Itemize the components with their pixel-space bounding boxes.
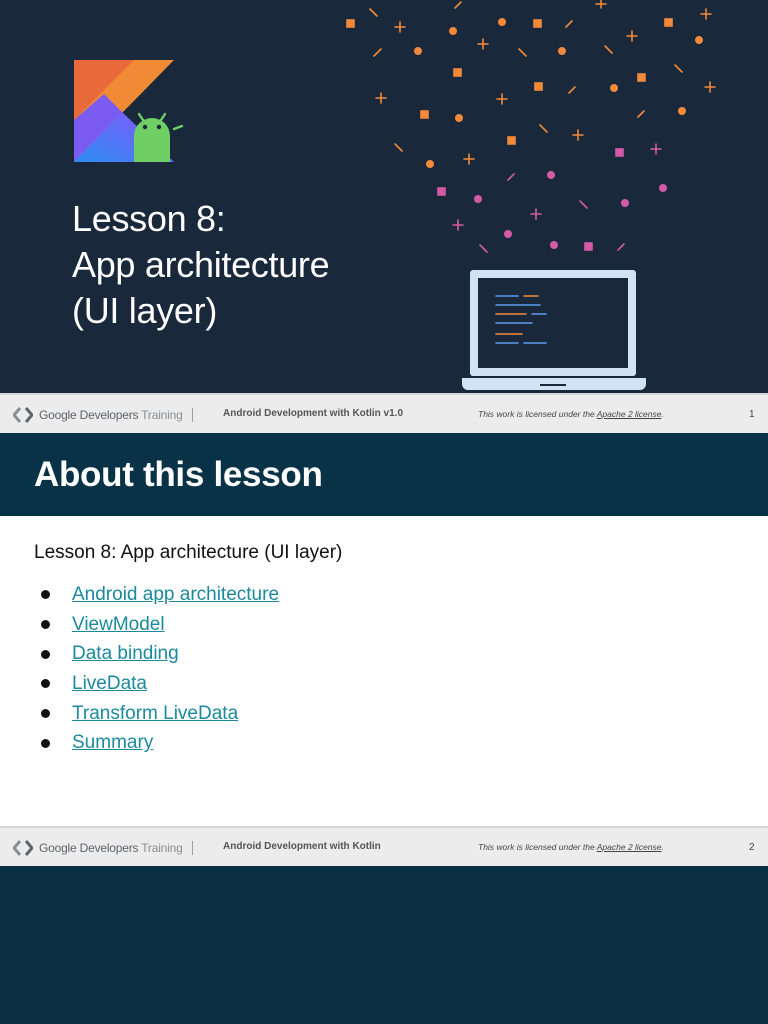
course-name: Android Development with Kotlin v1.0 [223,408,404,419]
brand-suffix: Training [141,408,183,422]
lesson-title-line-2: App architecture [72,244,330,285]
lesson-subtitle: Lesson 8: App architecture (UI layer) [34,542,343,563]
bullet-icon [41,620,50,629]
list-item [34,639,279,669]
list-item [34,669,279,699]
list-item [34,580,279,610]
slide-1-footer [0,393,768,433]
google-developers-training-logo [13,406,193,424]
slide-3-partial [0,866,768,1024]
brand-name: Google Developers [39,841,139,855]
topic-link[interactable]: ViewModel [72,613,165,635]
topic-link[interactable]: LiveData [72,672,147,694]
list-item [34,728,279,758]
footer-divider [192,841,193,855]
page-number: 2 [749,842,755,853]
license-link[interactable]: Apache 2 license [596,409,662,419]
google-developers-training-logo [13,839,193,857]
bullet-icon [41,679,50,688]
topic-link[interactable]: Data binding [72,643,179,665]
slide-2-title: About this lesson [34,455,323,494]
topic-list [34,580,279,758]
laptop-code-icon [460,268,650,394]
topic-link[interactable]: Summary [72,732,154,754]
google-developers-icon [13,407,33,423]
license-link[interactable]: Apache 2 license [596,842,662,852]
page-number: 1 [749,409,755,420]
slide-2-header [0,433,768,516]
course-name: Android Development with Kotlin [223,841,381,852]
bullet-icon [41,650,50,659]
slide-1-title [0,0,768,394]
lesson-title [72,196,329,334]
license-text: This work is licensed under the Apache 2 license. [478,842,664,852]
brand-suffix: Training [141,841,183,855]
slide-2-footer [0,826,768,866]
topic-link[interactable]: Android app architecture [72,583,280,605]
license-text: This work is licensed under the Apache 2 license. [478,409,664,419]
footer-divider [192,408,193,422]
lesson-title-line-1: Lesson 8: [72,198,226,239]
list-item [34,610,279,640]
slide-2-content [0,516,768,826]
bullet-icon [41,709,50,718]
list-item [34,699,279,729]
bullet-icon [41,739,50,748]
topic-link[interactable]: Transform LiveData [72,702,239,724]
brand-name: Google Developers [39,408,139,422]
google-developers-icon [13,840,33,856]
kotlin-android-logo-icon [74,60,184,169]
lesson-title-line-3: (UI layer) [72,290,218,331]
bullet-icon [41,590,50,599]
